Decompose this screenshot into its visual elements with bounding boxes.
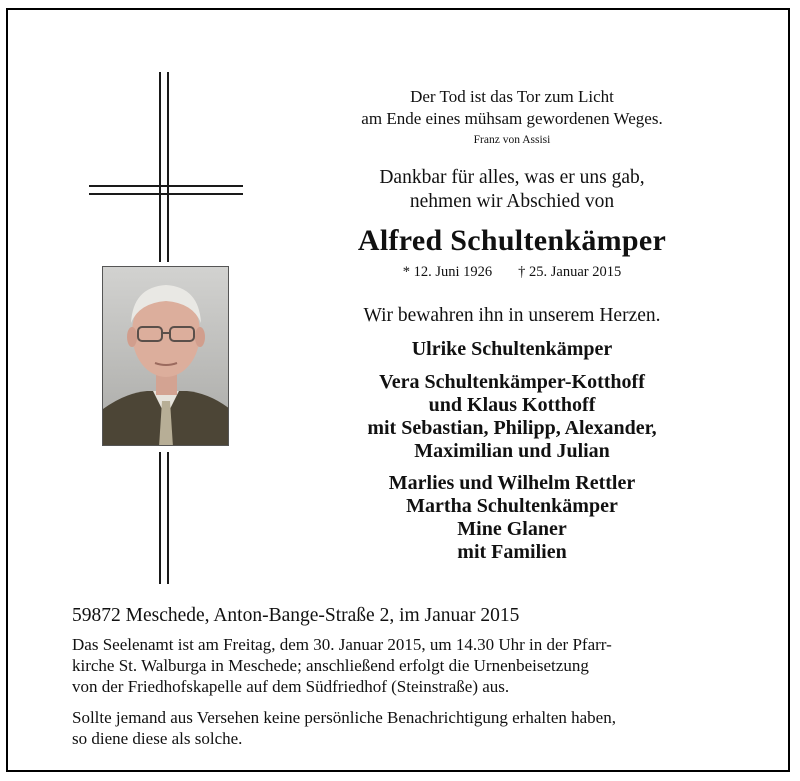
mourner-line: Marlies und Wilhelm Rettler: [388, 472, 636, 494]
service-notice-line: kirche St. Walburga in Meschede; anschließend erfolgt die Urnenbeisetzung: [72, 656, 589, 675]
mourner-line: mit Sebastian, Philipp, Alexander,: [367, 417, 657, 439]
mourner-line: Vera Schultenkämper-Kotthoff: [379, 371, 645, 393]
deceased-name: Alfred Schultenkämper: [357, 224, 667, 257]
mourner-line: Maximilian und Julian: [414, 440, 610, 462]
mourner-line: Martha Schultenkämper: [406, 495, 618, 517]
memorial-line: Wir bewahren ihn in unserem Herzen.: [363, 305, 661, 326]
address-line: 59872 Meschede, Anton-Bange-Straße 2, im Januar 2015: [72, 605, 520, 626]
portrait-photo: [102, 266, 229, 446]
life-dates: [300, 264, 724, 281]
mourner-line: Mine Glaner: [457, 518, 567, 540]
service-notice-line: von der Friedhofskapelle auf dem Südfriedhof (Steinstraße) aus.: [72, 677, 510, 696]
obituary-main: [300, 0, 724, 600]
mourner-line: mit Familien: [457, 541, 567, 563]
notification-notice-line: Sollte jemand aus Versehen keine persönliche Benachrichtigung erhalten haben,: [72, 708, 616, 727]
notification-notice-line: so diene diese als solche.: [72, 729, 243, 748]
quote-line-1: Der Tod ist das Tor zum Licht: [410, 87, 614, 106]
mourner-line: und Klaus Kotthoff: [428, 394, 596, 416]
service-notice-line: Das Seelenamt ist am Freitag, dem 30. Januar 2015, um 14.30 Uhr in der Pfarr-: [72, 635, 612, 654]
intro-line-2: nehmen wir Abschied von: [409, 191, 615, 212]
mourner-line: Ulrike Schultenkämper: [411, 338, 613, 360]
quote-author: Franz von Assisi: [473, 134, 551, 146]
intro-line-1: Dankbar für alles, was er uns gab,: [379, 167, 645, 188]
quote-line-2: am Ende eines mühsam gewordenen Weges.: [361, 109, 663, 128]
death-date: † 25. Januar 2015: [518, 264, 622, 280]
birth-date: * 12. Juni 1926: [402, 264, 493, 280]
